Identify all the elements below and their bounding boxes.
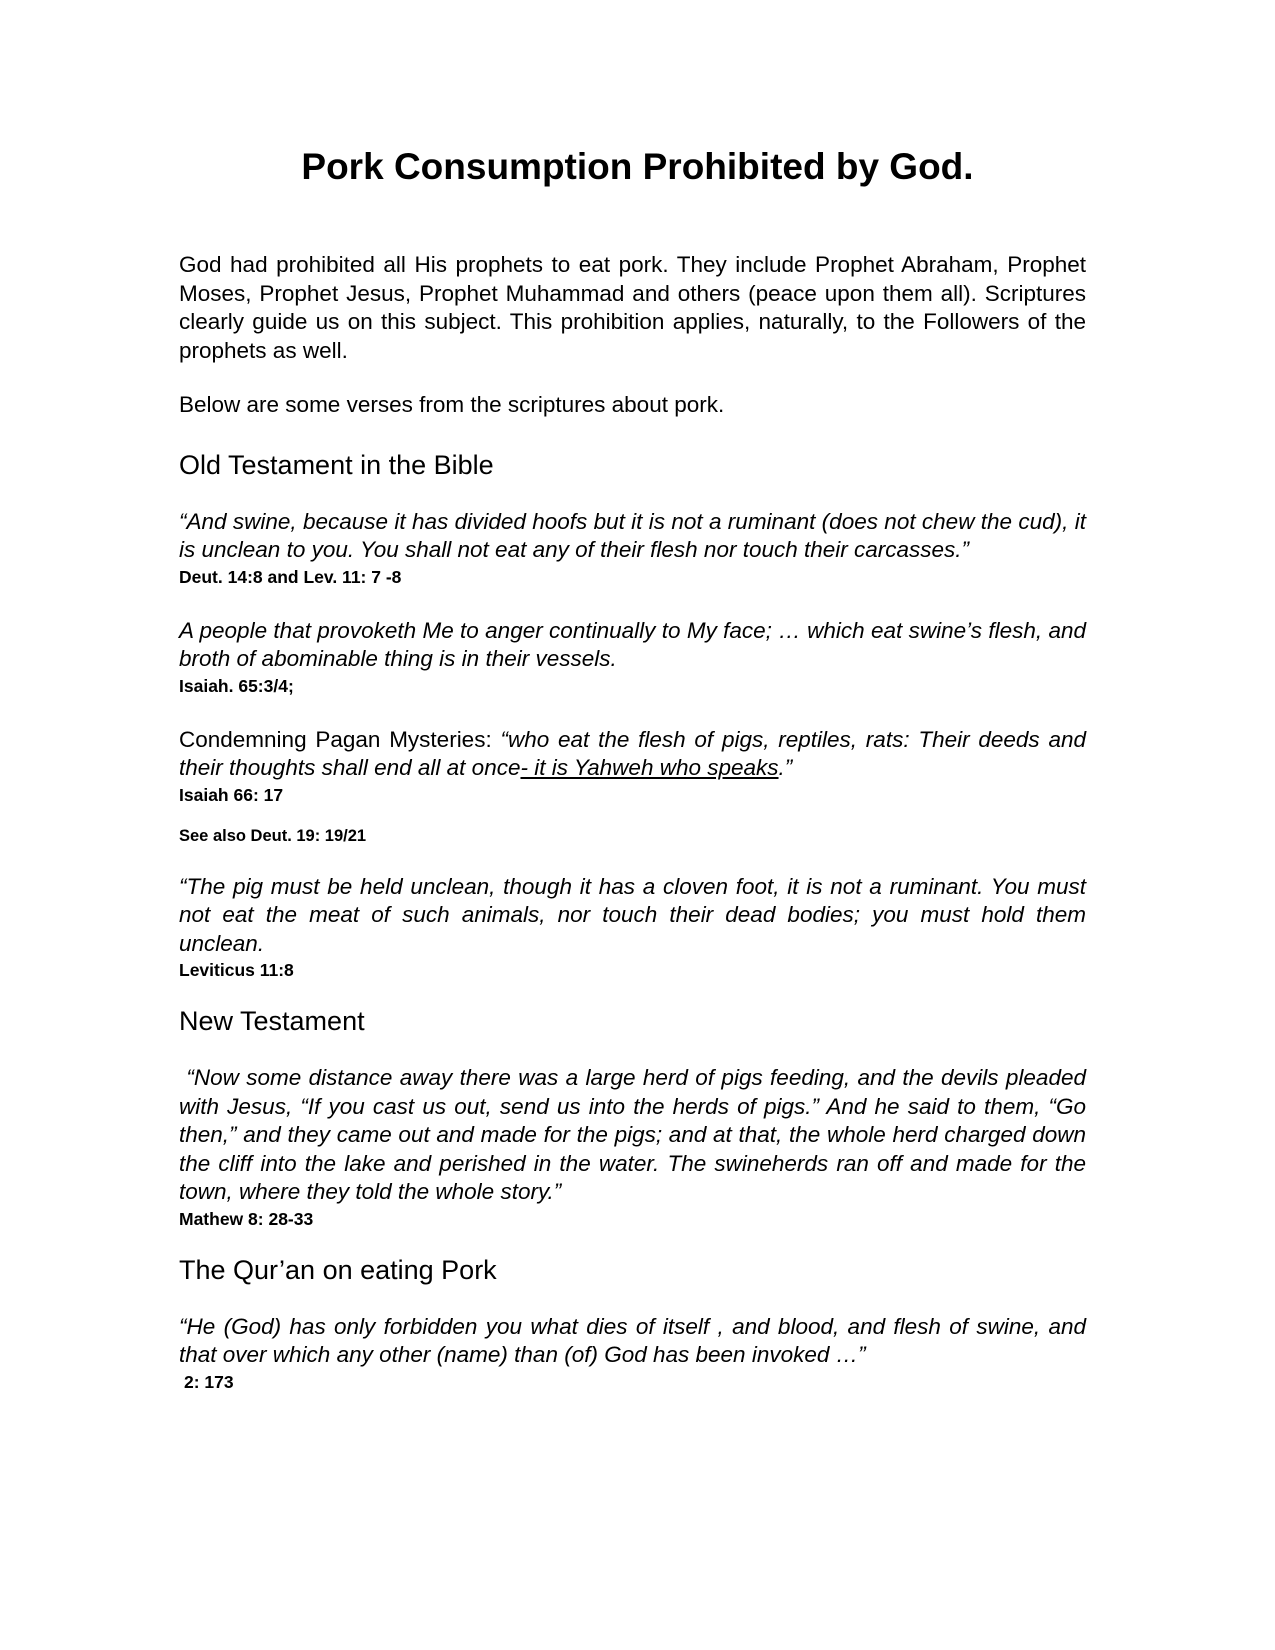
quran-reference: 2: 173 [184, 1371, 234, 1392]
isaiah-66-underlined: - it is Yahweh who speaks [520, 755, 779, 780]
isaiah-65-verse: A people that provoketh Me to anger continually to My face; … which eat swine’s flesh, and broth of abominable thing is in their vessels. [179, 617, 1086, 671]
quran-heading: The Qur’an on eating Pork [179, 1254, 497, 1285]
leviticus-reference: Leviticus 11:8 [179, 960, 294, 980]
new-testament-heading: New Testament [179, 1006, 365, 1036]
deuteronomy-verse: “And swine, because it has divided hoofs but it is not a ruminant (does not chew the cud), it is unclean to you. You shall not eat any of their flesh nor touch their carcasses.” [179, 508, 1086, 562]
isaiah-66-end: .” [778, 755, 793, 780]
see-also-reference: See also Deut. 19: 19/21 [179, 826, 367, 845]
quran-verse: “He (God) has only forbidden you what dies of itself , and blood, and flesh of swine, and that over which any other (name) than (of) God has been invoked …” [179, 1313, 1086, 1367]
leviticus-verse: “The pig must be held unclean, though it has a cloven foot, it is not a ruminant. You must not eat the meat of such animals, nor touch their dead bodies; you must hold them unclean. [179, 873, 1086, 956]
intro-paragraph: God had prohibited all His prophets to eat pork. They include Prophet Abraham, Prophet Moses, Prophet Jesus, Prophet Muhammad and others (peace upon them all). Scriptures clearly guide us on this subject. This prohibition applies, naturally, to the Followers of the prophets as well. [179, 252, 1086, 363]
isaiah-66-quote: “who eat the flesh of pigs, reptiles, rats: Their deeds and their thoughts shall end all at once [179, 726, 1086, 780]
isaiah-66-reference: Isaiah 66: 17 [179, 784, 284, 805]
isaiah-65-reference: Isaiah. 65:3/4; [179, 675, 294, 696]
matthew-reference: Mathew 8: 28-33 [179, 1208, 314, 1229]
verses-intro-text: Below are some verses from the scriptures about pork. [179, 392, 725, 417]
matthew-verse: “Now some distance away there was a large herd of pigs feeding, and the devils pleaded with Jesus, “If you cast us out, send us into the herds of pigs.” And he said to them, “Go then,” and they came out and made for the pigs; and at that, the whole herd charged down the cliff into the lake and perished in the water. The swineherds ran off and made for the town, where they told the whole story.” [179, 1065, 1093, 1204]
old-testament-heading: Old Testament in the Bible [179, 449, 494, 480]
page-title: Pork Consumption Prohibited by God. [301, 146, 974, 187]
isaiah-66-lead: Condemning Pagan Mysteries: [179, 726, 501, 752]
document-body [179, 251, 1093, 1394]
deuteronomy-reference: Deut. 14:8 and Lev. 11: 7 -8 [179, 566, 402, 587]
isaiah-66-verse [179, 726, 1086, 783]
